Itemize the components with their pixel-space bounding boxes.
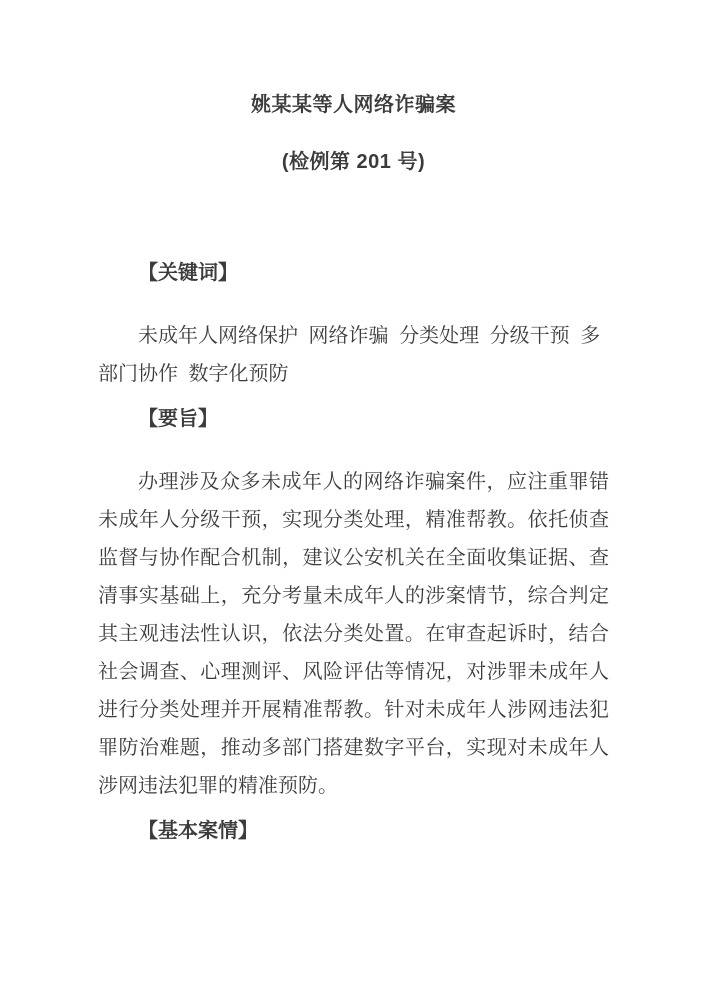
keywords-heading: 【关键词】 [138, 262, 238, 284]
summary-text: 办理涉及众多未成年人的网络诈骗案件，应注重罪错未成年人分级干预，实现分类处理，精准帮教。依托侦查监督与协作配合机制，建议公安机关在全面收集证据、查清事实基础上，充分考量未成年人的涉案情节，综合判定其主观违法性认识，依法分类处置。在审查起诉时，结合社会调查、心理测评、风险评估等情况，对涉罪未成年人进行分类处理并开展精准帮教。针对未成年人涉网违法犯罪防治难题，推动多部门搭建数字平台，实现对未成年人涉网违法犯罪的精准预防。 [98, 471, 609, 797]
keywords-text: 未成年人网络保护 网络诈骗 分类处理 分级干预 多部门协作 数字化预防 [98, 325, 601, 385]
basic-facts-heading: 【基本案情】 [138, 820, 258, 842]
section-basic-facts [98, 820, 609, 842]
summary-heading: 【要旨】 [138, 408, 218, 430]
section-keywords [98, 262, 609, 393]
document-title: 姚某某等人网络诈骗案 [251, 94, 456, 116]
section-summary [98, 408, 609, 805]
case-number: (检例第 201 号) [281, 151, 426, 173]
